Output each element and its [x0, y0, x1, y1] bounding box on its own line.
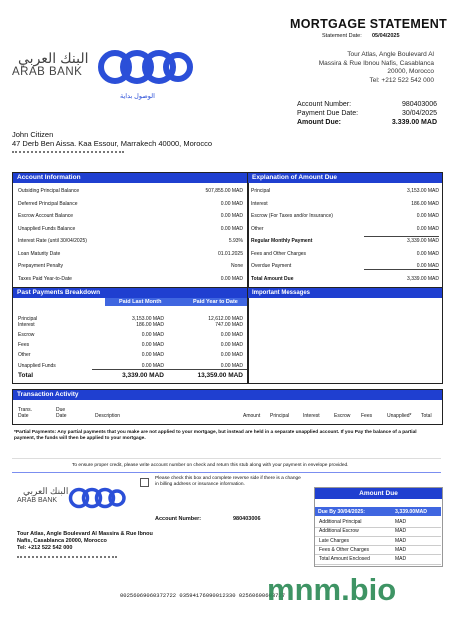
past-payment-total-rule [92, 369, 247, 370]
payment-due-label: Payment Due Date: [297, 110, 359, 117]
account-info-label: Deferred Principal Balance [18, 200, 78, 207]
paid-ytd-head: Paid Year to Date [193, 299, 238, 305]
stub-row-rule [315, 564, 441, 565]
past-payment-total-last: 3,339.00 MAD [122, 372, 164, 379]
account-info-label: Prepayment Penalty [18, 263, 64, 269]
stub-row-value: MAD [395, 528, 407, 535]
explanation-rule [364, 236, 439, 237]
stub-divider [12, 458, 441, 459]
stub-row-label: Additional Principal [319, 519, 362, 525]
customer-address: 47 Derb Ben Aissa. Kaa Essour, Marrakech 40000, Morocco [12, 139, 213, 148]
stub-logo [17, 484, 127, 514]
stub-row-value: MAD [395, 546, 407, 553]
stub-due-by-label: Due By 30/04/2025: [318, 509, 366, 515]
account-info-value: 0.00 MAD [220, 200, 243, 207]
explanation-label: Principal [251, 188, 271, 194]
past-payment-last: 186.00 MAD [136, 322, 164, 328]
amount-due-label: Amount Due: [297, 119, 341, 126]
account-info-value: 01.01.2025 [217, 250, 243, 257]
explanation-label: Escrow (For Taxes and/or Insurance) [251, 213, 333, 219]
stub-rule [12, 472, 441, 473]
transaction-col-header: Due [56, 407, 66, 413]
account-info-value: 0.00 MAD [220, 275, 243, 282]
past-payment-total-label: Total [18, 372, 34, 379]
important-messages-box [247, 287, 443, 384]
account-info-value: 507,855.00 MAD [205, 188, 243, 194]
watermark: mnm.bio [267, 572, 397, 607]
explanation-value: 3,339.00 MAD [407, 238, 439, 244]
stub-instruction: To ensure proper credit, please write account number on check and return this stub along with your payment in envelope provided. [72, 463, 349, 468]
address-line: 20000, Morocco [387, 68, 434, 75]
account-info-value: None [231, 263, 243, 269]
transaction-col-header: Interest [303, 413, 320, 419]
past-payment-last: 0.00 MAD [141, 352, 164, 358]
bank-address [319, 51, 434, 85]
past-payment-last: 3,153.00 MAD [132, 316, 164, 322]
micr-line: 00256069060372722 03594176090012330 02560690603727 [120, 592, 286, 599]
transaction-col-header: Escrow [334, 413, 351, 419]
transaction-activity-box [12, 389, 443, 425]
past-payment-label: Fees [18, 342, 30, 348]
transaction-col-header: Amount [243, 413, 261, 419]
transaction-col-header: Principal [270, 413, 290, 419]
past-payment-total-ytd: 13,359.00 MAD [197, 372, 243, 379]
stub-account-label: Account Number: [155, 516, 202, 522]
statement-date: 05/04/2025 [372, 33, 400, 39]
transaction-col-header: Total [421, 413, 432, 419]
past-payment-last: 0.00 MAD [141, 342, 164, 348]
explanation-label: Fees and Other Charges [251, 250, 307, 257]
stub-row-label: Fees & Other Charges [319, 546, 370, 553]
stub-address-line: Tel: +212 522 542 000 [17, 545, 73, 551]
transaction-col-header: Trans. [18, 407, 32, 413]
address-line: Massira & Rue Ibnou Nafis, Casablanca [318, 59, 434, 67]
transaction-col-header: Unapplied* [387, 413, 412, 419]
past-payment-last: 0.00 MAD [141, 332, 164, 338]
explanation-value: 3,153.00 MAD [407, 188, 439, 194]
stub-row-value: MAD [395, 519, 407, 525]
past-payment-label: Interest [18, 322, 35, 328]
stub-row-label: Late Charges [319, 537, 350, 544]
past-payment-ytd: 0.00 MAD [220, 332, 243, 338]
transaction-activity-header: Transaction Activity [13, 390, 442, 400]
past-payment-label: Unapplied Funds [18, 363, 56, 369]
explanation-value: 0.00 MAD [416, 263, 439, 269]
stub-row-value: MAD [395, 537, 407, 544]
stub-account-number: 980403006 [233, 516, 261, 522]
explanation-value: 0.00 MAD [416, 250, 439, 257]
stub-address-line: Nafis, Casablanca 20000, Morocco [17, 538, 107, 544]
statement-date-label: Statement Date: [322, 33, 362, 39]
stub-bank-name: ARAB BANK [17, 497, 58, 504]
amount-due: 3.339.00 MAD [391, 119, 437, 126]
explanation-header: Explanation of Amount Due [248, 173, 442, 183]
customer-name: John Citizen [12, 130, 54, 139]
explanation-value: 3,339.00 MAD [407, 275, 439, 282]
account-info-value: 5.93% [228, 238, 243, 244]
account-info-label: Outsiding Principal Balance [18, 188, 80, 194]
past-payment-label: Principal [18, 316, 38, 322]
explanation-value: 0.00 MAD [416, 225, 439, 232]
redacted-line [12, 151, 124, 156]
important-messages-header: Important Messages [248, 288, 442, 298]
past-payment-ytd: 0.00 MAD [220, 352, 243, 358]
past-payments-header: Past Payments Breakdown [13, 288, 248, 298]
explanation-label: Other [251, 225, 264, 232]
transaction-col-header: Description [95, 413, 121, 419]
past-payment-ytd: 747.00 MAD [215, 322, 243, 328]
stub-redacted-line [17, 556, 117, 558]
bank-rings-icon [96, 45, 194, 91]
stub-row-label: Total Amount Enclosed [319, 556, 370, 563]
explanation-rule [364, 269, 439, 270]
stub-checkbox[interactable] [140, 478, 149, 487]
past-payment-ytd: 0.00 MAD [220, 363, 243, 369]
account-info-value: 0.00 MAD [220, 225, 243, 232]
payment-due: 30/04/2025 [401, 110, 437, 117]
stub-bank-name-ar: البنك العربي [23, 486, 69, 496]
account-info-label: Escrow Account Balance [18, 213, 74, 219]
past-payment-label: Escrow [18, 332, 35, 338]
account-info-value: 0.00 MAD [220, 213, 243, 219]
partial-payments-note: *Partial Payments: Any partial payments that you make are not applied to your mortgage, but instead are held in a separate unapplied account. If you Pay the balance of a partial payment, the funds will then be applied to your mortgage. [14, 430, 417, 441]
explanation-value: 186.00 MAD [411, 200, 439, 207]
explanation-label: Total Amount Due [251, 275, 294, 282]
transaction-col-header: Date [18, 413, 29, 419]
explanation-label: Regular Monthly Payment [251, 238, 313, 244]
account-info-label: Unapplied Funds Balance [18, 225, 76, 232]
bank-name: ARAB BANK [12, 66, 83, 78]
transaction-col-header: Date [56, 413, 67, 419]
stub-row-label: Additional Escrow [319, 528, 359, 535]
past-payment-label: Other [18, 352, 31, 358]
paid-last-month-head: Paid Last Month [119, 299, 162, 305]
tagline-ar: الوصول بداية [120, 93, 155, 100]
stub-checkbox-note: Please check this box and complete reverse side if there is a change in billing address or insurance information. [155, 476, 301, 487]
stub-amount-due-header: Amount Due [315, 488, 442, 499]
stub-address-line: Tour Atlas, Angle Boulevard Al Massira & Rue Ibnou [17, 531, 153, 537]
past-payment-ytd: 0.00 MAD [220, 342, 243, 348]
address-line: Tour Atlas, Angle Boulevard Al [347, 51, 434, 58]
past-payment-last: 0.00 MAD [141, 363, 164, 369]
account-information-header: Account Information [13, 173, 248, 183]
account-number-label: Account Number: [297, 101, 352, 108]
explanation-label: Interest [251, 200, 268, 207]
bank-name-ar: البنك العربي [18, 50, 89, 66]
account-info-label: Interest Rate (until 30/04/2025) [18, 238, 87, 244]
address-line: Tel: +212 522 542 000 [369, 76, 434, 84]
statement-title: MORTGAGE STATEMENT [290, 17, 448, 31]
past-payment-ytd: 12,612.00 MAD [208, 316, 243, 322]
arab-bank-logo [12, 44, 192, 104]
explanation-label: Overdue Payment [251, 263, 292, 269]
account-info-label: Loan Maturity Date [18, 250, 61, 257]
stub-address [17, 531, 153, 552]
stub-due-by-value: 3,339.00MAD [395, 509, 428, 515]
account-info-label: Taxes Paid Year-to-Date [18, 275, 72, 282]
stub-rings-icon [68, 484, 126, 512]
explanation-value: 0.00 MAD [416, 213, 439, 219]
account-number: 980403006 [401, 101, 437, 108]
transaction-col-header: Fees [361, 413, 373, 419]
stub-row-value: MAD [395, 556, 407, 563]
